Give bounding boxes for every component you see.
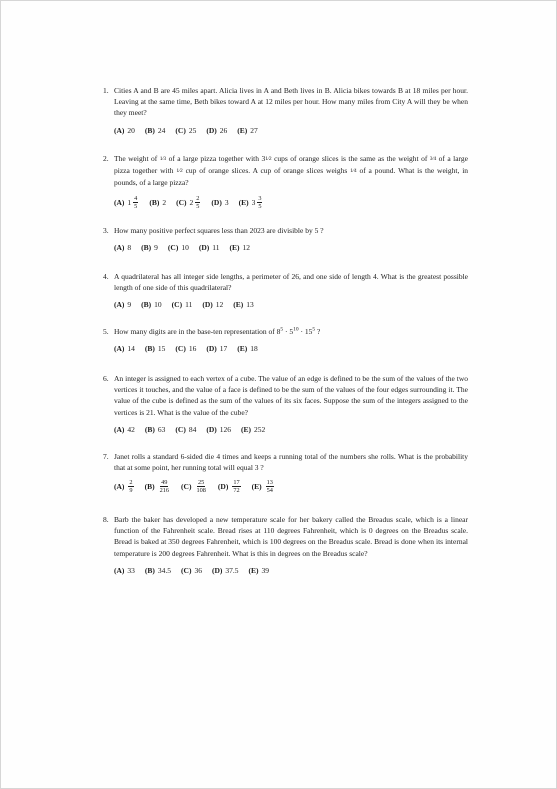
answer-choices [114,299,468,310]
answer-choices [114,242,468,253]
choice-a: (A) 20 [114,125,135,135]
problem-number: 4. [103,272,109,281]
problem-text: How many positive perfect squares less than 2023 are divisible by 5 ? [114,226,324,235]
choice-e: (E) $\frac{13}{54}$ [251,479,273,495]
answer-choices [114,195,468,210]
choice-c: (C) 36 [181,565,202,575]
problem-text: The weight of 1⁄3 of a large pizza together with 31⁄2 cups of orange slices is the same as the weight of 3⁄4 of a large pizza together with 1⁄2 cup of orange slices. A cup of orange slices weighs 1⁄4 of a pound. What is the weight, in pounds, of a large pizza? [114,154,469,188]
choice-c: (C) $\frac{25}{108}$ [181,479,206,495]
problem-number: 5. [103,327,109,336]
choice-b: (B) 2 [149,197,167,207]
choice-a: (A) 9 [114,300,132,310]
problem-2 [104,153,468,210]
choice-a: (A) 42 [114,424,135,434]
problem-1 [104,85,468,136]
choice-b: (B) 15 [144,344,166,354]
choice-c: (C) 11 [171,300,193,310]
choice-e: (E) 18 [237,344,258,354]
choice-e: (E) 252 [241,424,266,434]
choice-d: (D) 26 [206,125,228,135]
choice-d: (D) 12 [202,300,224,310]
choice-d: (D) $\frac{17}{72}$ [217,479,240,495]
problem-text: An integer is assigned to each vertex of a cube. The value of an edge is defined to be the sum of the values of the two vertices it touches, and the value of a face is defined to be the sum of the values of the four edges surrounding it. The value of the cube is defined as the sum of the values of its six faces. Suppose the sum of the integers assigned to the vertices is 21. What is the value of the cube? [114,374,468,417]
choice-a: (A) 1 $\frac{4}{5}$ [114,194,138,210]
answer-choices [114,343,468,354]
choice-a: (A) 14 [114,344,135,354]
problem-text: Janet rolls a standard 6-sided die 4 times and keeps a running total of the numbers she rolls. What is the probability that at some point, her running total will equal 3 ? [114,452,468,473]
choice-d: (D) 17 [206,344,228,354]
choice-b: (B) 9 [141,243,158,253]
choice-e: (E) 13 [233,300,254,310]
choice-d: (D) 37.5 [211,565,239,575]
choice-a: (A) 33 [114,565,135,575]
problem-text: How many digits are in the base-ten representation of $8^5 \cdot 5^{10} \cdot 15^5$ ? [114,326,321,336]
answer-choices [114,479,468,494]
choice-a: (A) $\frac{2}{9}$ [114,479,133,495]
answer-choices [114,565,468,576]
choice-c: (C) 25 [175,125,197,135]
choice-c: (C) 84 [175,424,197,434]
choice-b: (B) 10 [141,300,162,310]
choice-d: (D) 126 [206,424,232,434]
choice-e: (E) 3 $\frac{3}{5}$ [238,194,262,210]
answer-choices [114,125,468,136]
problem-8 [104,514,468,576]
choice-e: (E) 12 [229,243,250,253]
problem-7 [104,451,468,494]
problem-5 [104,326,468,354]
problem-text: Cities A and B are 45 miles apart. Alicia lives in A and Beth lives in B. Alicia bikes towards B at 18 miles per hour. Leaving at the same time, Beth bikes toward A at 12 miles per hour. How many miles from City A will they be when they meet? [114,86,468,118]
problem-text: Barb the baker has developed a new temperature scale for her bakery called the Breadus scale, which is a linear function of the Fahrenheit scale. Bread rises at 110 degrees Fahrenheit, which is 0 degrees on the Breadus scale. Bread is baked at 350 degrees Fahrenheit, which is 100 degrees on the Breadus scale. Bread is done when its internal temperature is 200 degrees Fahrenheit. What is this in degrees on the Breadus scale? [114,515,468,558]
answer-choices [114,424,468,435]
choice-d: (D) 11 [198,243,220,253]
choice-b: (B) $\frac{49}{216}$ [144,479,170,495]
problem-number: 2. [103,154,109,163]
problem-number: 6. [103,374,109,383]
problem-6 [104,373,468,435]
problem-number: 1. [103,86,109,95]
choice-e: (E) 39 [248,565,270,575]
problem-number: 3. [103,226,109,235]
problem-3 [104,225,468,253]
problem-number: 7. [103,452,109,461]
choice-b: (B) 24 [144,125,166,135]
choice-e: (E) 27 [237,125,258,135]
choice-d: (D) 3 [211,197,229,207]
problem-number: 8. [103,515,109,524]
choice-a: (A) 8 [114,243,132,253]
choice-c: (C) 2 $\frac{2}{5}$ [176,194,200,210]
problem-4 [104,271,468,311]
choice-b: (B) 34.5 [144,565,172,575]
choice-b: (B) 63 [144,424,166,434]
choice-c: (C) 10 [167,243,189,253]
problem-text: A quadrilateral has all integer side lengths, a perimeter of 26, and one side of length 4. What is the greatest possible length of one side of this quadrilateral? [114,272,468,293]
choice-c: (C) 16 [175,344,197,354]
